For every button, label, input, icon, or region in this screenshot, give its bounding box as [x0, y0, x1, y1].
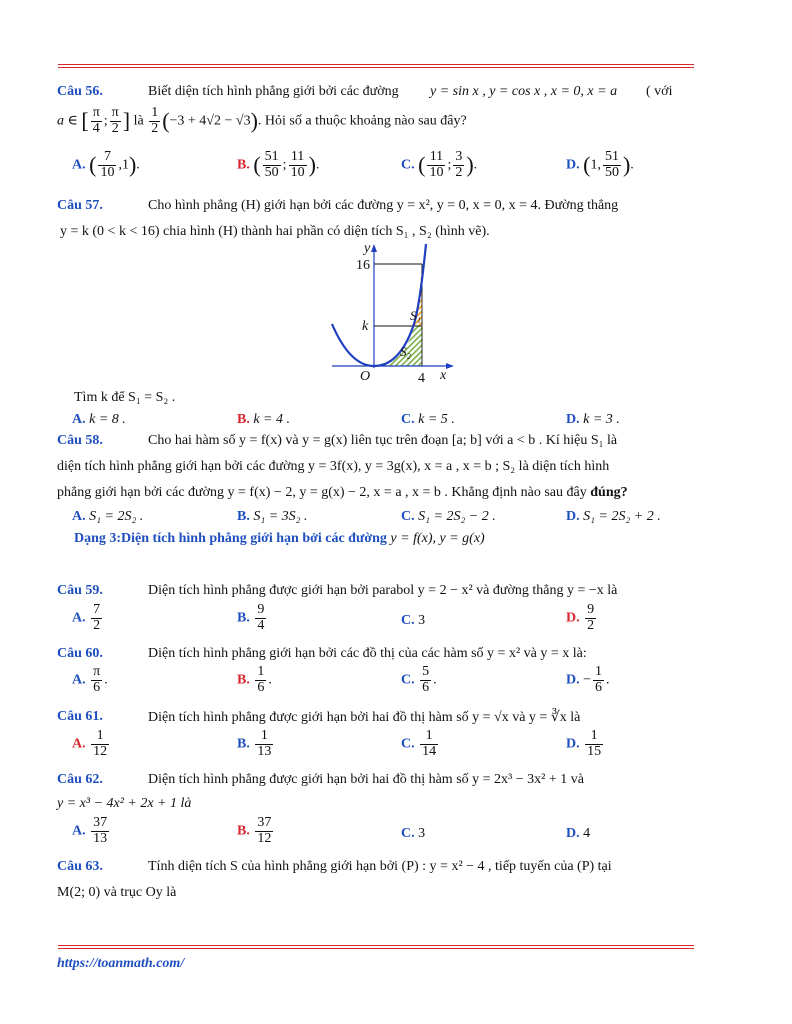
question-number: Câu 58. [57, 433, 103, 448]
expression: −3 + 4√2 − √3 [169, 113, 251, 129]
question-text: Diện tích hình phẳng được giới hạn bởi hai đồ thị hàm số y = √x và y = ∛x là [148, 710, 581, 725]
option-c[interactable]: C. 3 [401, 826, 426, 841]
option-d[interactable]: D. $\frac{1}{15}$ [566, 728, 602, 759]
question-text: phẳng giới hạn bởi các đường y = f(x) − 2, y = g(x) − 2, x = a , x = b . Khẳng định nào sau đây đúng? [57, 485, 628, 500]
option-a[interactable]: A. $\frac{\pi}{6}$ . [72, 664, 108, 695]
question-text: ( với [646, 84, 673, 99]
question-number: Câu 56. [57, 84, 103, 99]
question-text: Tính diện tích S của hình phẳng giới hạn bởi (P) : y = x² − 4 , tiếp tuyến của (P) tại [148, 859, 612, 874]
option-b[interactable]: B. $\frac{1}{6}$ . [237, 664, 272, 695]
option-c[interactable]: C. S₁ = 2S₂ − 2 . [401, 509, 496, 524]
question-text-line2: a ∈ [ $\frac{\pi}{4}$ ; $\frac{\pi}{2}$ ] là $\frac{1}{2}$ (−3 + 4√2 − √3). Hỏi số a thuộc khoảng nào sau đây? [57, 105, 467, 136]
option-c[interactable]: C. k = 5 . [401, 412, 455, 427]
question-text: y = x³ − 4x² + 2x + 1 là [57, 796, 192, 811]
option-d[interactable]: D. S₁ = 2S₂ + 2 . [566, 509, 661, 524]
question-text: diện tích hình phẳng giới hạn bởi các đường y = 3f(x), y = 3g(x), x = a , x = b ; S₂ là diện tích hình [57, 459, 610, 474]
origin-label: O [360, 369, 371, 384]
question-number: Câu 59. [57, 583, 103, 598]
question-number: Câu 60. [57, 646, 103, 661]
tick-label-16: 16 [356, 258, 370, 273]
option-a[interactable]: A. S₁ = 2S₂ . [72, 509, 144, 524]
option-b[interactable]: B. $\frac{9}{4}$ [237, 602, 265, 633]
option-d[interactable]: D. 4 [566, 826, 591, 841]
question-text: Cho hình phẳng (H) giới hạn bởi các đường y = x², y = 0, x = 0, x = 4. Đường thẳng [148, 198, 619, 213]
question-text: Diện tích hình phẳng được giới hạn bởi parabol y = 2 − x² và đường thẳng y = −x là [148, 583, 618, 598]
question-number: Câu 57. [57, 198, 103, 213]
option-a[interactable]: A. $\frac{1}{12}$ [72, 728, 108, 759]
tick-label-4: 4 [418, 371, 425, 386]
parabola-figure [328, 240, 458, 390]
header-rule-top [58, 64, 694, 65]
option-b[interactable]: B. ( $\frac{51}{50}$ ; $\frac{11}{10}$ ). [237, 149, 320, 180]
option-d[interactable]: D. − $\frac{1}{6}$ . [566, 664, 610, 695]
question-text: Diện tích hình phẳng giới hạn bởi các đồ thị của các hàm số y = x² và y = x là: [148, 646, 587, 661]
question-text: Cho hai hàm số y = f(x) và y = g(x) liên tục trên đoạn [a; b] với a < b . Kí hiệu S₁ là [148, 433, 618, 448]
option-a[interactable]: A. $\frac{37}{13}$ [72, 815, 108, 846]
section-heading: Dạng 3:Diện tích hình phẳng giới hạn bởi các đường y = f(x), y = g(x) [74, 531, 485, 546]
option-a[interactable]: A. ( $\frac{7}{10}$ ,1). [72, 149, 140, 180]
set-membership: a ∈ [57, 113, 78, 129]
footer-rule-top [58, 945, 694, 946]
region-label-s1: S₁ [410, 308, 422, 323]
option-c[interactable]: C. $\frac{1}{14}$ [401, 728, 437, 759]
question-number: Câu 63. [57, 859, 103, 874]
option-d[interactable]: D. k = 3 . [566, 412, 620, 427]
header-rule-bottom [58, 67, 694, 68]
question-text: Biết diện tích hình phẳng giới bởi các đường [148, 84, 399, 99]
option-b[interactable]: B. k = 4 . [237, 412, 291, 427]
question-equation: y = sin x , y = cos x , x = 0, x = a [430, 84, 618, 99]
option-b[interactable]: B. S₁ = 3S₂ . [237, 509, 308, 524]
fraction: $\frac{\pi}{4}$ [92, 105, 100, 136]
tick-label-k: k [362, 319, 369, 334]
region-s2 [374, 326, 422, 366]
option-c[interactable]: C. $\frac{5}{6}$ . [401, 664, 437, 695]
option-d[interactable]: D. $\frac{9}{2}$ [566, 602, 595, 633]
option-c[interactable]: C. 3 [401, 613, 426, 628]
option-b[interactable]: B. $\frac{37}{12}$ [237, 815, 272, 846]
question-ask: Tìm k để S₁ = S₂ . [74, 390, 176, 405]
option-d[interactable]: D. (1, $\frac{51}{50}$ ). [566, 149, 634, 180]
question-text: y = k (0 < k < 16) chia hình (H) thành hai phần có diện tích S₁ , S₂ (hình vẽ). [60, 224, 490, 239]
fraction: $\frac{1}{2}$ [151, 105, 159, 136]
y-axis-label: y [364, 241, 371, 256]
option-a[interactable]: A. $\frac{7}{2}$ [72, 602, 101, 633]
question-number: Câu 61. [57, 709, 103, 724]
option-a[interactable]: A. k = 8 . [72, 412, 126, 427]
region-label-s2: S₂ [400, 344, 412, 359]
footer-link[interactable]: https://toanmath.com/ [57, 956, 185, 971]
footer-rule-bottom [58, 948, 694, 949]
question-number: Câu 62. [57, 772, 103, 787]
question-text: Diện tích hình phẳng được giới hạn bởi hai đồ thị hàm số y = 2x³ − 3x² + 1 và [148, 772, 584, 787]
option-c[interactable]: C. ( $\frac{11}{10}$ ; $\frac{3}{2}$ ). [401, 149, 478, 180]
question-text: M(2; 0) và trục Oy là [57, 885, 177, 900]
option-b[interactable]: B. $\frac{1}{13}$ [237, 728, 272, 759]
x-axis-label: x [440, 368, 447, 383]
fraction: $\frac{\pi}{2}$ [111, 105, 119, 136]
